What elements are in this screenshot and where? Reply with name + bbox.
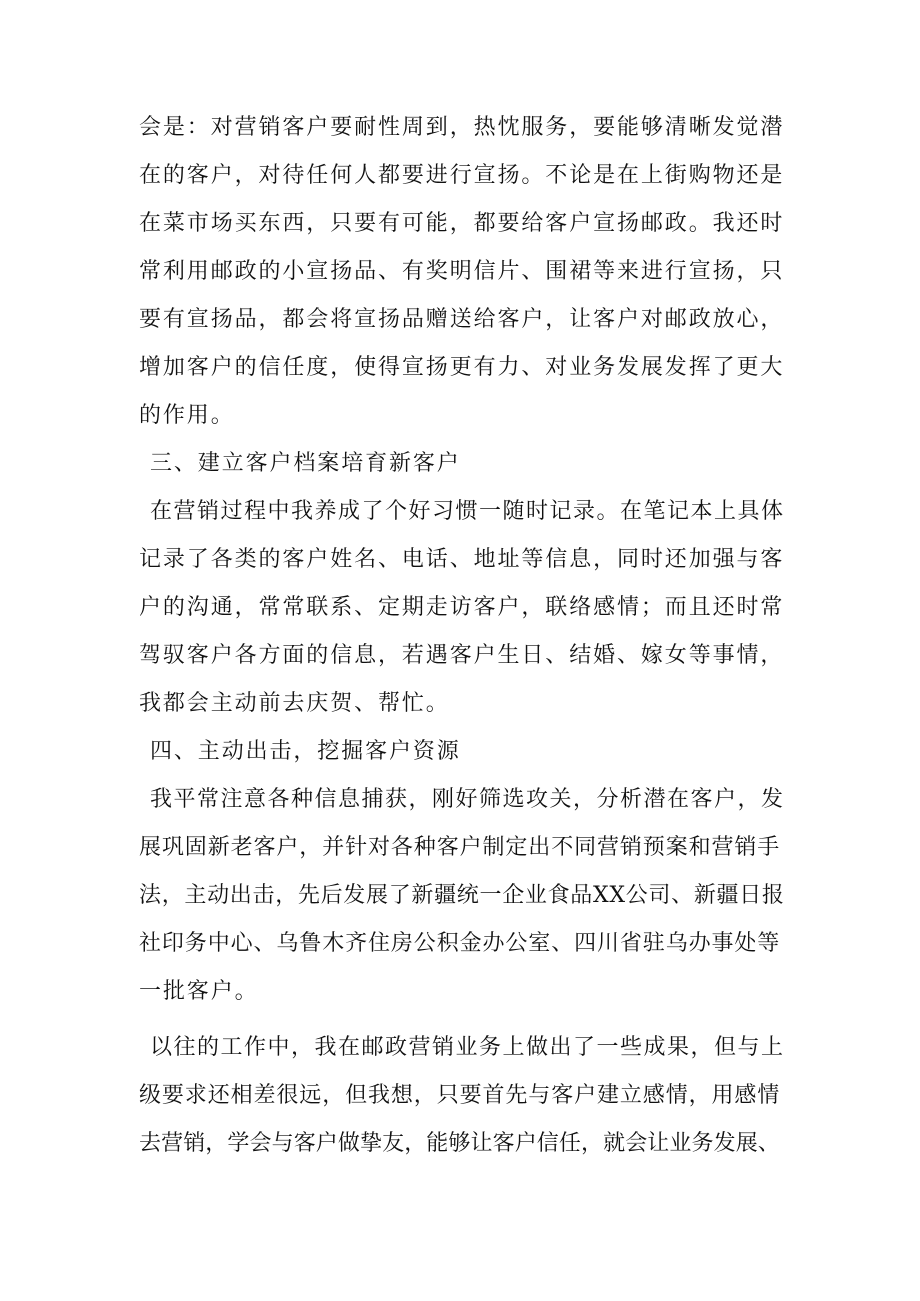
text-line: 去营销，学会与客户做挚友，能够让客户信任，就会让业务发展、 <box>139 1131 780 1156</box>
text-line: 级要求还相差很远，但我想，只要首先与客户建立感情，用感情 <box>139 1083 781 1108</box>
section-heading: 三、建立客户档案培育新客户 <box>150 451 461 476</box>
text-line: 在的客户，对待任何人都要进行宣扬。不论是在上街购物还是 <box>139 163 785 188</box>
text-line: 增加客户的信任度，使得宣扬更有力、对业务发展发挥了更大 <box>139 355 785 380</box>
text-line: 常利用邮政的小宣扬品、有奖明信片、围裙等来进行宣扬，只 <box>139 259 785 284</box>
section-heading: 四、主动出击，挖掘客户资源 <box>150 739 461 764</box>
text-line: 在菜市场买东西，只要有可能，都要给客户宣扬邮政。我还时 <box>139 211 785 236</box>
text-line: 在营销过程中我养成了个好习惯一随时记录。在笔记本上具体 <box>150 499 785 524</box>
text-line: 法，主动出击，先后发展了新疆统一企业食品XX公司、新疆日报 <box>139 883 785 908</box>
text-line: 要有宣扬品，都会将宣扬品赠送给客户，让客户对邮政放心， <box>139 307 785 332</box>
text-line: 记录了各类的客户姓名、电话、地址等信息，同时还加强与客 <box>139 547 785 572</box>
text-line: 我都会主动前去庆贺、帮忙。 <box>139 691 450 716</box>
text-line: 展巩固新老客户，并针对各种客户制定出不同营销预案和营销手 <box>139 835 781 860</box>
text-line: 会是：对营销客户要耐性周到，热忱服务，要能够清晰发觉潜 <box>139 115 785 140</box>
text-line: 驾驭客户各方面的信息，若遇客户生日、结婚、嫁女等事情， <box>139 643 785 668</box>
text-line: 以往的工作中，我在邮政营销业务上做出了一些成果，但与上 <box>150 1035 785 1060</box>
text-line: 户的沟通，常常联系、定期走访客户，联络感情；而且还时常 <box>139 595 785 620</box>
text-line: 一批客户。 <box>139 979 259 1004</box>
text-line: 的作用。 <box>139 403 235 428</box>
text-line: 我平常注意各种信息捕获，刚好筛选攻关，分析潜在客户，发 <box>150 787 785 812</box>
text-line: 社印务中心、乌鲁木齐住房公积金办公室、四川省驻乌办事处等 <box>139 931 781 956</box>
